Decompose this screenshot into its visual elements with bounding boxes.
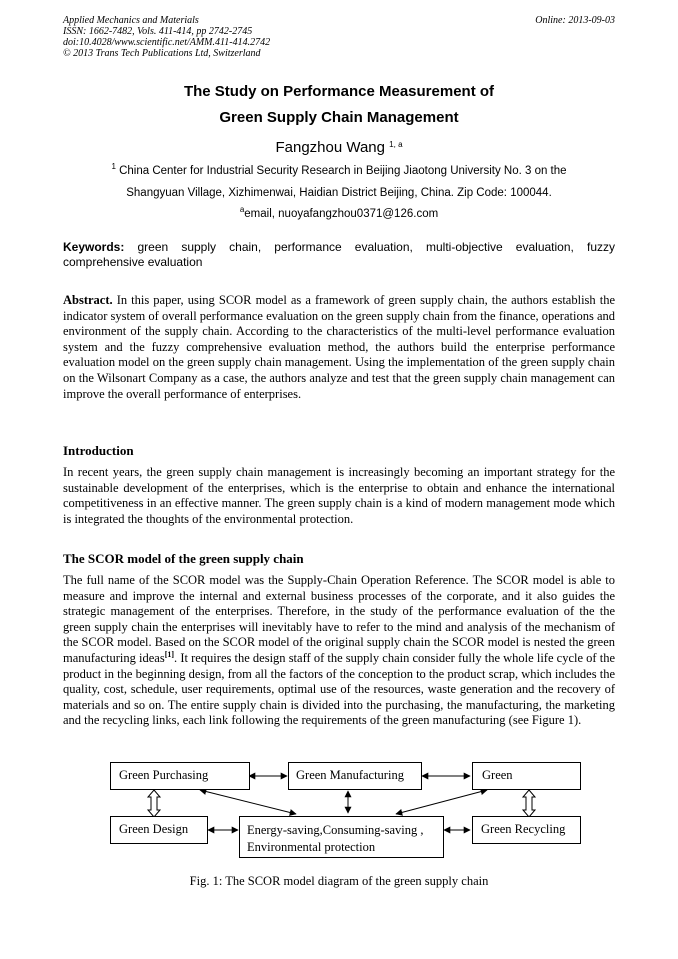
scor-heading: The SCOR model of the green supply chain: [63, 551, 304, 566]
author-name: Fangzhou Wang: [275, 139, 385, 156]
arrow-purchasing-center: [200, 790, 296, 814]
introduction-text: In recent years, the green supply chain management is increasingly becoming an important strategy for the sustainable development of the enterprises, which is the enterprise to obtain and enhance the international competitiveness in an effective manner. The green supply chain is a kind of modern management mode which is integrated the thoughts of the environmental protection.: [63, 465, 615, 526]
abstract-text: In this paper, using SCOR model as a framework of green supply chain, the authors establish the indicator system of overall performance evaluation on the green supply chain from the finance, operations and environment of the supply chain. According to the characteristics of the multi-level performance evaluation system and the fuzzy comprehensive evaluation method, the authors build the enterprise performance evaluation model on the green supply chain management. Using the implementation of the green supply chain on the Wilsonart Company as a case, the authors analyze and test that the green supply chain management can improve the overall performance of enterprises.: [63, 293, 615, 401]
arrow-green-center: [396, 790, 487, 814]
box-center-goals: Energy-saving,Consuming-saving , Environmental protection: [239, 816, 444, 858]
issn-line: ISSN: 1662-7482, Vols. 411-414, pp 2742-2745: [63, 26, 253, 37]
box-green: Green: [472, 762, 581, 790]
box-green-design: Green Design: [110, 816, 208, 844]
box-green-manufacturing: Green Manufacturing: [288, 762, 422, 790]
journal-name: Applied Mechanics and Materials: [63, 15, 199, 26]
keywords-label: Keywords:: [63, 240, 125, 254]
keywords-text: green supply chain, performance evaluation, multi-objective evaluation, fuzzy comprehensive evaluation: [63, 240, 615, 269]
figure-caption: Fig. 1: The SCOR model diagram of the green supply chain: [189, 874, 489, 888]
citation-marker: [1]: [164, 649, 175, 659]
doi-line: doi:10.4028/www.scientific.net/AMM.411-414.2742: [63, 37, 271, 48]
scor-text-part2: . It requires the design staff of the supply chain consider fully the whole life cycle of the product in the beginning design, from all the factors of the conception to the product scrap, which includes the quality, cost, schedule, user requirements, optimal use of the resources, waste generation and the recovery of materials and so on. The entire supply chain is divided into the purchasing, the manufacturing, the marketing and the recycling links, each link following the requirements of the green manufacturing (see Figure 1).: [63, 650, 615, 728]
author-superscript: 1, a: [389, 140, 403, 149]
affiliation-line2: Shangyuan Village, Xizhimenwai, Haidian District Beijing, China. Zip Code: 100044.: [126, 187, 552, 199]
introduction-heading: Introduction: [63, 443, 134, 458]
hollow-arrow-green-recycling: [523, 790, 535, 817]
email-text: email, nuoyafangzhou0371@126.com: [244, 208, 439, 220]
online-date: Online: 2013-09-03: [535, 15, 615, 26]
paper-title-line1: The Study on Performance Measurement of: [183, 83, 495, 100]
affiliation-marker: 1: [111, 162, 116, 171]
abstract-label: Abstract.: [63, 293, 113, 307]
copyright-line: © 2013 Trans Tech Publications Ltd, Switzerland: [63, 48, 261, 59]
affiliation-text-1: China Center for Industrial Security Research in Beijing Jiaotong University No. 3 on the: [119, 165, 567, 177]
email-marker: a: [239, 205, 245, 214]
scor-text-part1: The full name of the SCOR model was the Supply-Chain Operation Reference. The SCOR model is able to measure and improve the internal and external business processes of the corporate, and it also guides the strategic management of the enterprises. Therefore, in the study of the performance evaluation of the the green supply chain the enterprises will inevitably have to refer to the mind and analysis of the mechanism of the SCOR model. Based on the SCOR model of the original supply chain the SCOR model is nested the green manufacturing ideas: [63, 573, 615, 665]
paper-title-line2: Green Supply Chain Management: [219, 109, 459, 126]
box-green-recycling: Green Recycling: [472, 816, 581, 844]
box-green-purchasing: Green Purchasing: [110, 762, 250, 790]
hollow-arrow-purchasing-design: [148, 790, 160, 817]
